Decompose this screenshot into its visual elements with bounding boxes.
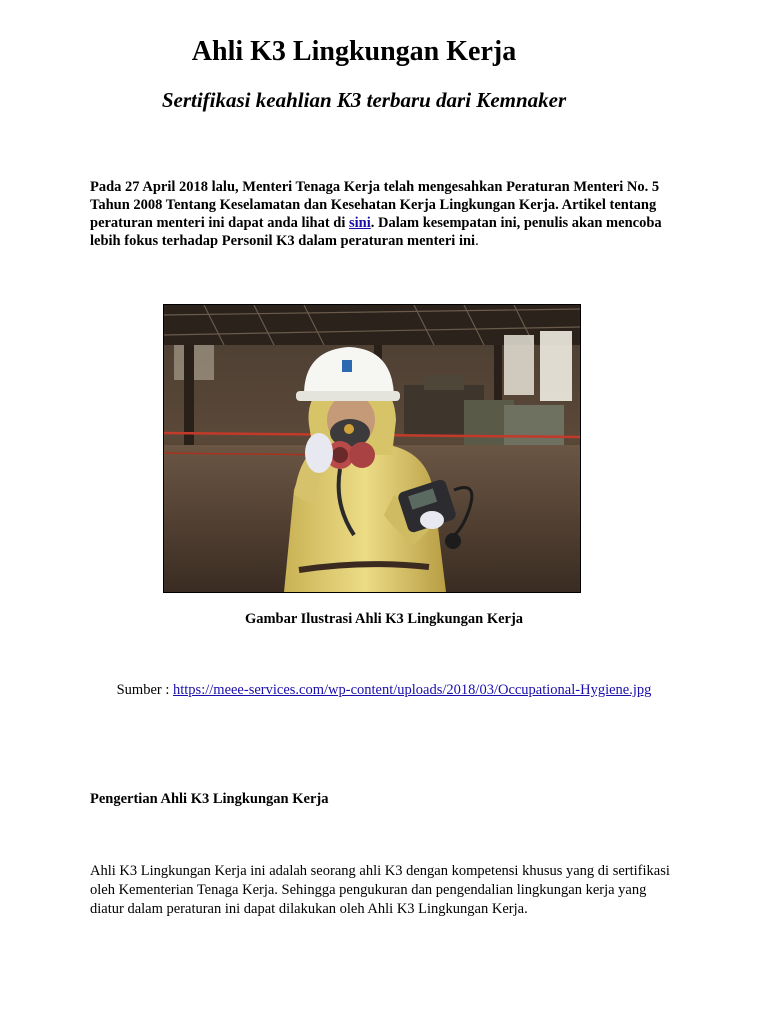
document-subtitle: Sertifikasi keahlian K3 terbaru dari Kemnaker [161, 88, 567, 112]
source-label: Sumber : [116, 682, 173, 698]
sini-link[interactable]: sini [349, 215, 371, 231]
intro-end: . [475, 233, 479, 249]
hygienist-illustration [164, 305, 580, 592]
image-caption: Gambar Ilustrasi Ahli K3 Lingkungan Kerja [244, 611, 524, 627]
document-title: Ahli K3 Lingkungan Kerja [191, 36, 517, 67]
illustration-photo [163, 304, 581, 593]
section-heading: Pengertian Ahli K3 Lingkungan Kerja [90, 791, 329, 807]
intro-paragraph [90, 178, 690, 250]
section-body: Ahli K3 Lingkungan Kerja ini adalah seorang ahli K3 dengan kompetensi khusus yang di sertifikasi oleh Kementerian Tenaga Kerja. Sehingga pengukuran dan pengendalian lingkungan kerja yang diatur dalam peraturan ini dapat dilakukan oleh Ahli K3 Lingkungan Kerja. [90, 863, 670, 917]
source-link[interactable]: https://meee-services.com/wp-content/uploads/2018/03/Occupational-Hygiene.jpg [173, 682, 652, 698]
intro-text-continued: . Dalam kesempatan ini, penulis akan mencoba lebih fokus terhadap Personil K3 dalam peraturan menteri ini [90, 215, 662, 249]
intro-text: Pada 27 April 2018 lalu, Menteri Tenaga Kerja telah mengesahkan Peraturan Menteri No. 5 Tahun 2008 Tentang Keselamatan dan Kesehatan Kerja Lingkungan Kerja. Artikel tentang peraturan menteri ini dapat anda lihat di [90, 179, 660, 231]
image-source [0, 682, 768, 699]
